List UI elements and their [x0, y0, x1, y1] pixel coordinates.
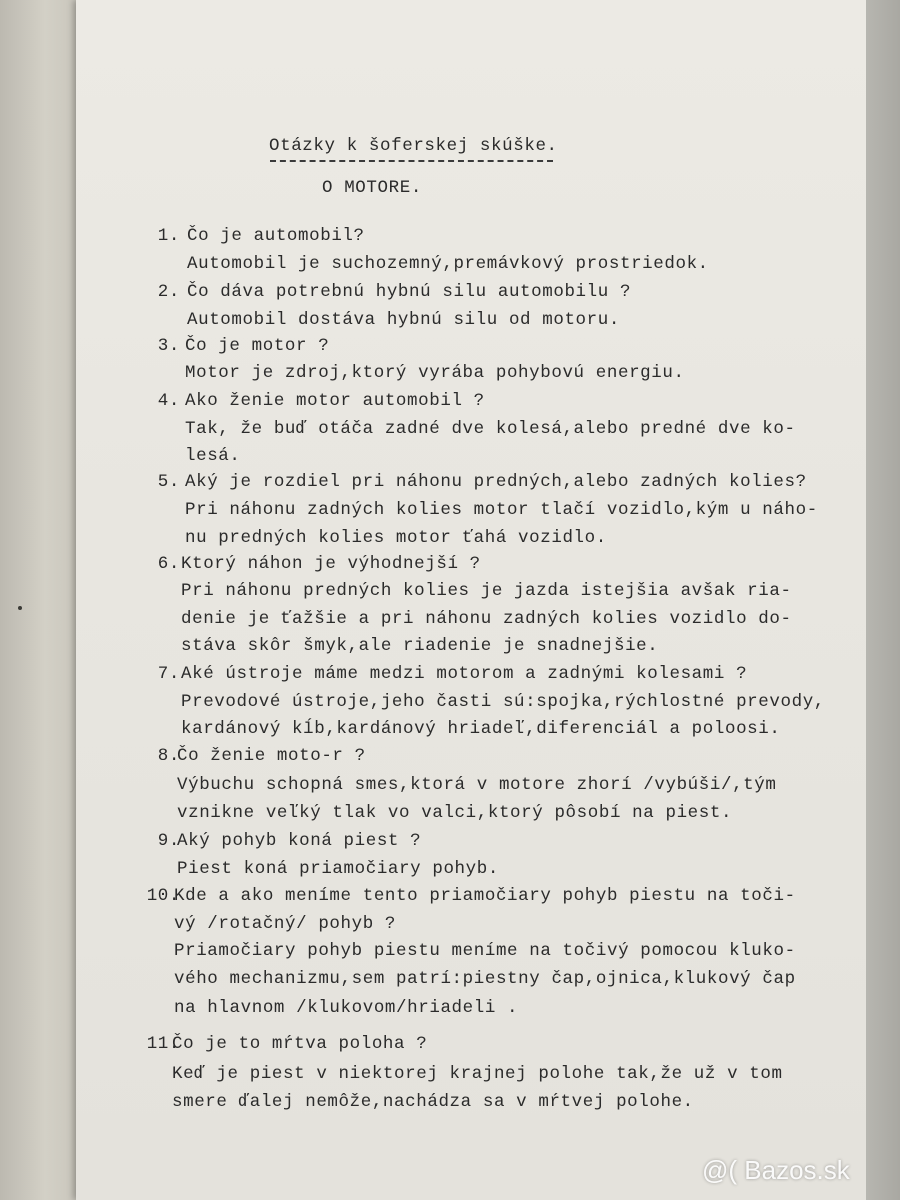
question-text: Čo ženie moto-r ? — [177, 746, 366, 766]
answer-line: lesá. — [185, 446, 241, 466]
question-number: 3. — [157, 336, 180, 356]
answer-line: smere ďalej nemôže,nachádza sa v mŕtvej polohe. — [172, 1092, 694, 1112]
section-heading: O MOTORE. — [322, 178, 422, 198]
question-text: Čo je to mŕtva poloha ? — [172, 1034, 428, 1054]
answer-line: stáva skôr šmyk,ale riadenie je snadnejšie. — [181, 636, 659, 656]
question-text: Kde a ako meníme tento priamočiary pohyb piestu na toči- — [174, 886, 796, 906]
question-number: 6. — [157, 554, 180, 574]
answer-line: Automobil je suchozemný,premávkový prostriedok. — [187, 254, 709, 274]
question-number: 8. — [157, 746, 180, 766]
question-text: Ktorý náhon je výhodnejší ? — [181, 554, 481, 574]
answer-line: vznikne veľký tlak vo valci,ktorý pôsobí na piest. — [177, 803, 733, 823]
answer-line: kardánový kĺb,kardánový hriadeľ,diferenciál a poloosi. — [181, 719, 781, 739]
question-number: 11. — [146, 1034, 180, 1054]
question-text: Ako ženie motor automobil ? — [185, 391, 485, 411]
watermark: @( Bazos.sk — [702, 1155, 850, 1185]
question-number: 9. — [157, 831, 180, 851]
title-underline — [270, 160, 553, 162]
answer-line: Prevodové ústroje,jeho časti sú:spojka,rýchlostné prevody, — [181, 692, 825, 712]
answer-line: Automobil dostáva hybnú silu od motoru. — [187, 310, 620, 330]
answer-line: na hlavnom /klukovom/hriadeli . — [174, 998, 519, 1018]
answer-line: Pri náhonu zadných kolies motor tlačí vozidlo,kým u náho- — [185, 500, 818, 520]
question-number: 5. — [157, 472, 180, 492]
question-text: Čo je motor ? — [185, 336, 330, 356]
question-text: Aký pohyb koná piest ? — [177, 831, 422, 851]
answer-line: denie je ťažšie a pri náhonu zadných kolies vozidlo do- — [181, 609, 792, 629]
question-text: Aké ústroje máme medzi motorom a zadnými kolesami ? — [181, 664, 748, 684]
answer-line: Výbuchu schopná smes,ktorá v motore zhorí /vybúši/,tým — [177, 775, 777, 795]
answer-line: vého mechanizmu,sem patrí:piestny čap,ojnica,klukový čap — [174, 969, 796, 989]
question-text: Aký je rozdiel pri náhonu predných,alebo zadných kolies? — [185, 472, 807, 492]
ink-dot — [18, 606, 22, 610]
page-edge — [866, 0, 900, 1200]
question-number: 4. — [157, 391, 180, 411]
question-text: Čo dáva potrebnú hybnú silu automobilu ? — [187, 282, 632, 302]
question-number: 7. — [157, 664, 180, 684]
answer-line: Tak, že buď otáča zadné dve kolesá,alebo predné dve ko- — [185, 419, 796, 439]
answer-line: Motor je zdroj,ktorý vyrába pohybovú energiu. — [185, 363, 685, 383]
question-text: Čo je automobil? — [187, 226, 365, 246]
answer-line: Keď je piest v niektorej krajnej polohe tak,že už v tom — [172, 1064, 783, 1084]
answer-line: Pri náhonu predných kolies je jazda istejšia avšak ria- — [181, 581, 792, 601]
question-number: 10. — [146, 886, 180, 906]
facing-page — [0, 0, 82, 1200]
document-title: Otázky k šoferskej skúške. — [269, 136, 558, 156]
answer-line: Priamočiary pohyb piestu meníme na točivý pomocou kluko- — [174, 941, 796, 961]
question-number: 2. — [157, 282, 180, 302]
answer-line: vý /rotačný/ pohyb ? — [174, 914, 397, 934]
answer-line: nu predných kolies motor ťahá vozidlo. — [185, 528, 607, 548]
question-number: 1. — [157, 226, 180, 246]
answer-line: Piest koná priamočiary pohyb. — [177, 859, 499, 879]
